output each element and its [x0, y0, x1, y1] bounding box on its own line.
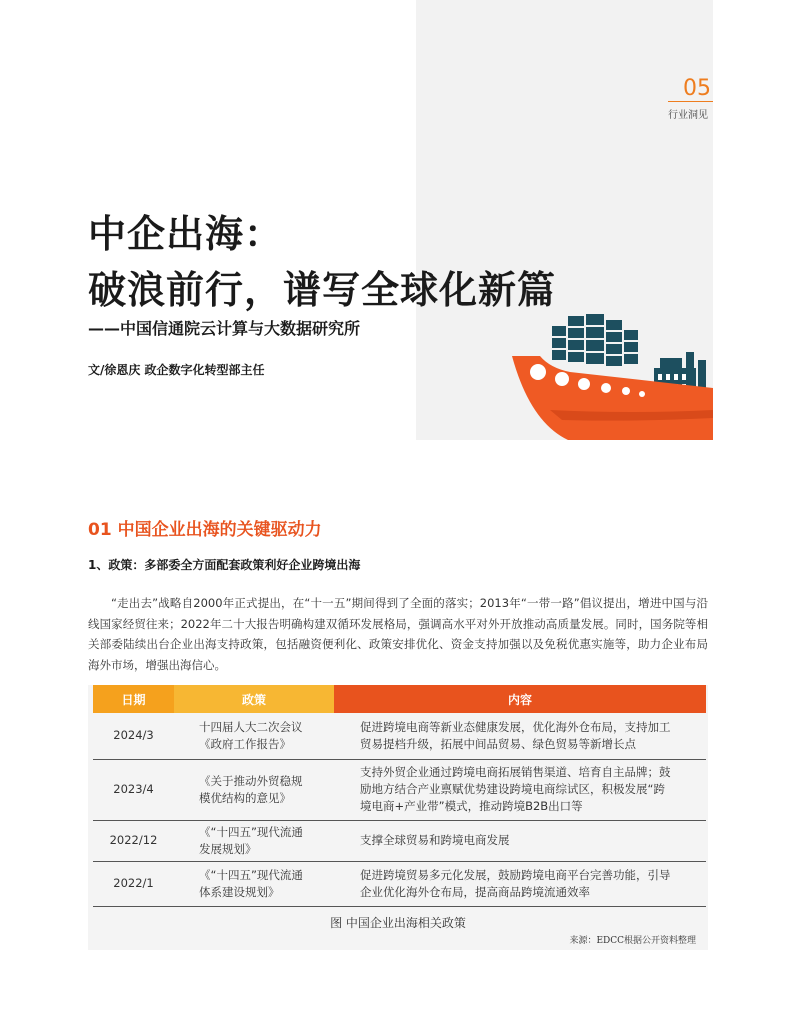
policy-line: 十四届人大二次会议 [199, 719, 303, 734]
policy-line: 《关于推动外贸稳规 [199, 773, 303, 788]
section-heading: 01 中国企业出海的关键驱动力 [88, 520, 322, 540]
date-cell: 2023/4 [93, 759, 174, 820]
article-title-line-1: 中企出海： [88, 212, 284, 256]
content-line: 企业优化海外仓布局，提高商品跨境流通效率 [360, 884, 590, 899]
table-caption: 图 中国企业出海相关政策 [330, 916, 466, 930]
date-cell: 2022/1 [93, 861, 174, 906]
table-row [93, 759, 706, 820]
content-cell [334, 861, 706, 906]
column-header-content: 内容 [334, 685, 706, 713]
page-number: 05 [683, 76, 711, 101]
policy-line: 体系建设规划》 [199, 884, 280, 899]
table-row [93, 713, 706, 759]
policy-table [93, 685, 706, 907]
table-row [93, 820, 706, 861]
content-cell [334, 759, 706, 820]
article-byline: 文/徐恩庆 政企数字化转型部主任 [88, 363, 265, 377]
content-line: 促进跨境电商等新业态健康发展，优化海外仓布局，支持加工 [360, 719, 671, 734]
policy-line: 《政府工作报告》 [199, 736, 291, 751]
content-line: 贸易提档升级，拓展中间品贸易、绿色贸易等新增长点 [360, 736, 636, 751]
policy-line: 《“十四五”现代流通 [199, 867, 303, 882]
article-subtitle: ——中国信通院云计算与大数据研究所 [88, 319, 361, 338]
content-line: 境电商+产业带”模式，推动跨境B2B出口等 [360, 799, 583, 813]
column-header-policy: 政策 [174, 685, 334, 713]
section-tag: 行业洞见 [668, 110, 708, 121]
policy-cell [174, 713, 334, 759]
column-header-date: 日期 [93, 685, 174, 713]
content-cell [334, 713, 706, 759]
page-number-rule [668, 101, 713, 102]
article-title-line-2: 破浪前行，谱写全球化新篇 [88, 268, 557, 312]
date-cell: 2022/12 [93, 820, 174, 861]
table-header-row [93, 685, 706, 713]
date-cell: 2024/3 [93, 713, 174, 759]
content-line: 支撑全球贸易和跨境电商发展 [360, 833, 510, 847]
policy-line: 《“十四五”现代流通 [199, 824, 303, 839]
body-paragraph: “走出去”战略自2000年正式提出，在“十一五”期间得到了全面的落实；2013年“一带一路”倡议提出，增进中国与沿线国家经贸往来；2022年二十大报告明确构建双循环发展格局，强调高水平对外开放推动高质量发展。同时，国务院等相关部委陆续出台企业出海支持政策，包括融资便利化、政策安排优化、资金支持加强以及免税优惠实施等，助力企业布局海外市场，增强出海信心。 [88, 596, 708, 672]
cargo-ship-icon [510, 310, 713, 440]
policy-cell [174, 861, 334, 906]
policy-line: 发展规划》 [199, 841, 257, 856]
content-cell [334, 820, 706, 861]
policy-cell [174, 759, 334, 820]
policy-cell [174, 820, 334, 861]
table-row [93, 861, 706, 906]
table-source: 来源：EDCC根据公开资料整理 [569, 936, 696, 946]
content-line: 励地方结合产业禀赋优势建设跨境电商综试区，积极发展“跨 [360, 782, 665, 796]
policy-table-panel [88, 685, 708, 950]
policy-line: 模优结构的意见》 [199, 790, 291, 805]
section-subheading: 1、政策：多部委全方面配套政策利好企业跨境出海 [88, 558, 361, 572]
content-line: 促进跨境贸易多元化发展，鼓励跨境电商平台完善功能，引导 [360, 867, 671, 882]
content-line: 支持外贸企业通过跨境电商拓展销售渠道、培育自主品牌；鼓 [360, 765, 671, 779]
